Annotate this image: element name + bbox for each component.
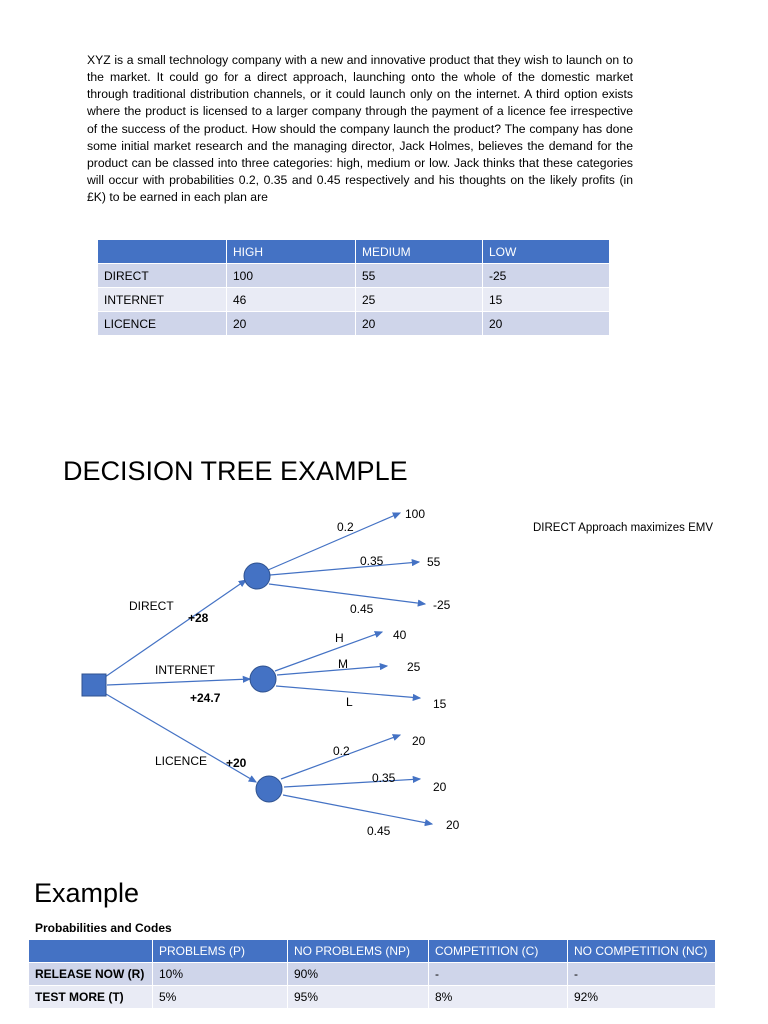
decision-node [82,674,106,696]
chance-node-internet [250,666,276,692]
table-header-row [98,240,609,264]
header-cell [29,940,153,963]
header-cell: NO PROBLEMS (NP) [288,940,429,963]
header-cell: LOW [483,240,610,264]
header-cell: PROBLEMS (P) [153,940,288,963]
table-cell: 46 [227,288,356,312]
table-cell: 55 [356,264,483,288]
outcome-value: 20 [412,734,426,748]
header-cell: HIGH [227,240,356,264]
outcome-value: 25 [407,660,421,674]
edge-internet-high [275,632,382,671]
header-cell [98,240,227,264]
table-cell: 90% [288,963,429,986]
outcome-label: 0.35 [372,771,396,785]
row-label: TEST MORE (T) [29,986,153,1009]
outcome-value: 40 [393,628,407,642]
table-row [29,963,715,986]
outcome-label: H [335,631,344,645]
table-cell: 20 [356,312,483,336]
emv-direct: +28 [188,611,209,625]
header-cell: COMPETITION (C) [429,940,568,963]
table-cell: 15 [483,288,610,312]
decision-tree-diagram [0,490,768,850]
profit-table [98,240,609,335]
table-cell: 5% [153,986,288,1009]
example-title: Example [34,878,140,908]
outcome-label: L [346,695,353,709]
edge-licence-low [283,795,432,824]
branch-label-direct: DIRECT [129,599,174,613]
edge-internet-medium [277,666,387,675]
table-cell: 25 [356,288,483,312]
outcome-value: 55 [427,555,441,569]
outcome-label: 0.45 [350,602,374,616]
table-header-row [29,940,715,963]
outcome-label: 0.35 [360,554,384,568]
branch-label-licence: LICENCE [155,754,208,768]
outcome-label: M [338,657,348,671]
table-row [98,288,609,312]
outcome-value: 15 [433,697,447,711]
table-cell: 20 [227,312,356,336]
row-label: INTERNET [98,288,227,312]
edge-direct-medium [270,562,419,575]
decision-tree-title: DECISION TREE EXAMPLE [63,456,408,486]
row-label: LICENCE [98,312,227,336]
emv-internet: +24.7 [190,691,221,705]
outcome-value: 20 [446,818,460,832]
table-cell: 10% [153,963,288,986]
table-cell: 8% [429,986,568,1009]
probabilities-table [29,940,715,1008]
intro-paragraph: XYZ is a small technology company with a new and innovative product that they wish to launch on to the market. It could go for a direct approach, launching onto the whole of the domestic market through traditional distribution channels, or it could launch only on the internet. A third option exists where the product is licensed to a larger company through the payment of a licence fee irrespective of the success of the product. How should the company launch the product? The company has done some initial market research and the managing director, Jack Holmes, believes the demand for the product can be classed into three categories: high, medium or low. Jack thinks that these categories will occur with probabilities 0.2, 0.35 and 0.45 respectively and his thoughts on the likely profits (in £K) to be earned in each plan are [87,53,633,204]
table-cell: 92% [568,986,716,1009]
outcome-label: 0.2 [333,744,350,758]
outcome-label: 0.2 [337,520,354,534]
chance-node-direct [244,563,270,589]
table-cell: - [429,963,568,986]
edge-licence-medium [284,779,420,787]
table-cell: 95% [288,986,429,1009]
table-cell: - [568,963,716,986]
table-row [98,312,609,336]
table-row [98,264,609,288]
branch-label-internet: INTERNET [155,663,215,677]
header-cell: MEDIUM [356,240,483,264]
table-cell: 20 [483,312,610,336]
chance-node-licence [256,776,282,802]
outcome-label: 0.45 [367,824,391,838]
emv-licence: +20 [226,756,247,770]
table-cell: -25 [483,264,610,288]
header-cell: NO COMPETITION (NC) [568,940,716,963]
outcome-value: 100 [405,507,426,521]
edge-internet [107,679,250,685]
table-cell: 100 [227,264,356,288]
edge-direct-low [269,584,425,604]
table-row [29,986,715,1009]
outcome-value: 20 [433,780,447,794]
probabilities-caption: Probabilities and Codes [35,921,172,935]
outcome-value: -25 [433,598,451,612]
row-label: DIRECT [98,264,227,288]
emv-conclusion-note: DIRECT Approach maximizes EMV [533,522,714,534]
row-label: RELEASE NOW (R) [29,963,153,986]
